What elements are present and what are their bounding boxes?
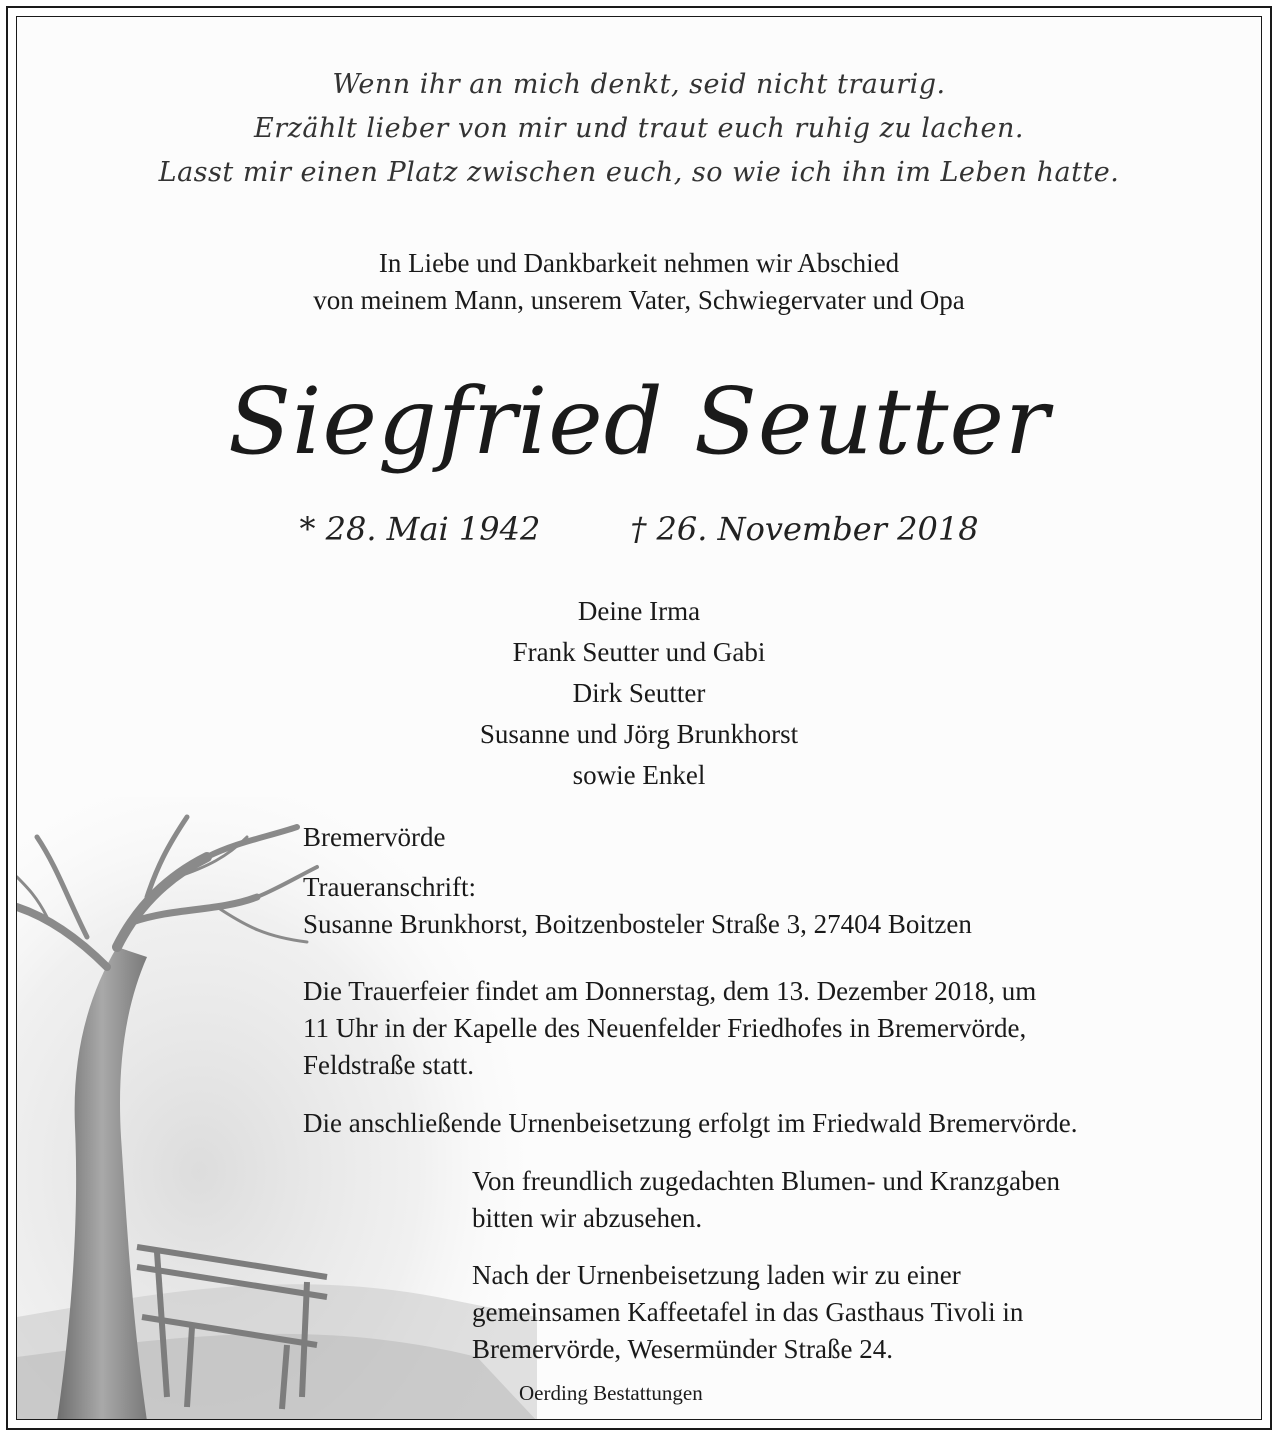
coffee-text: Nach der Urnenbeisetzung laden wir zu einer gemeinsamen Kaffeetafel in das Gasthaus Tivoli in Bremervörde, Wesermünder Straße 24. xyxy=(472,1260,1024,1364)
family-member: Susanne und Jörg Brunkhorst xyxy=(479,719,799,749)
intro-line: In Liebe und Dankbarkeit nehmen wir Abschied xyxy=(378,248,900,278)
family-member: Deine Irma xyxy=(577,596,701,626)
deceased-name: Siegfried Seutter xyxy=(228,368,1050,475)
family-member: sowie Enkel xyxy=(572,760,706,790)
family-member: Frank Seutter und Gabi xyxy=(512,637,766,667)
verse-line: Erzählt lieber von mir und traut euch ruhig zu lachen. xyxy=(254,113,1024,144)
family-member: Dirk Seutter xyxy=(572,678,706,708)
notice-frame xyxy=(16,16,1262,1420)
flowers-text: Von freundlich zugedachten Blumen- und Kranzgaben bitten wir abzusehen. xyxy=(472,1166,1061,1233)
life-dates xyxy=(17,507,1261,551)
place: Bremervörde xyxy=(303,822,446,852)
birth-date: * 28. Mai 1942 xyxy=(299,510,541,548)
ceremony-text: Die Trauerfeier findet am Donnerstag, dem 13. Dezember 2018, um 11 Uhr in der Kapelle des Neuenfelder Friedhofes in Bremervörde, Feldstraße statt. xyxy=(303,976,1037,1080)
death-date: † 26. November 2018 xyxy=(630,510,979,548)
intro-line: von meinem Mann, unserem Vater, Schwiegervater und Opa xyxy=(313,285,965,315)
verse-line: Wenn ihr an mich denkt, seid nicht traurig. xyxy=(332,69,946,100)
address: Susanne Brunkhorst, Boitzenbosteler Straße 3, 27404 Boitzen xyxy=(303,909,972,939)
undertaker: Oerding Bestattungen xyxy=(519,1381,703,1405)
burial-text: Die anschließende Urnenbeisetzung erfolgt im Friedwald Bremervörde. xyxy=(303,1108,1078,1138)
address-label: Traueranschrift: xyxy=(303,872,476,902)
verse-line: Lasst mir einen Platz zwischen euch, so wie ich ihn im Leben hatte. xyxy=(158,157,1120,188)
